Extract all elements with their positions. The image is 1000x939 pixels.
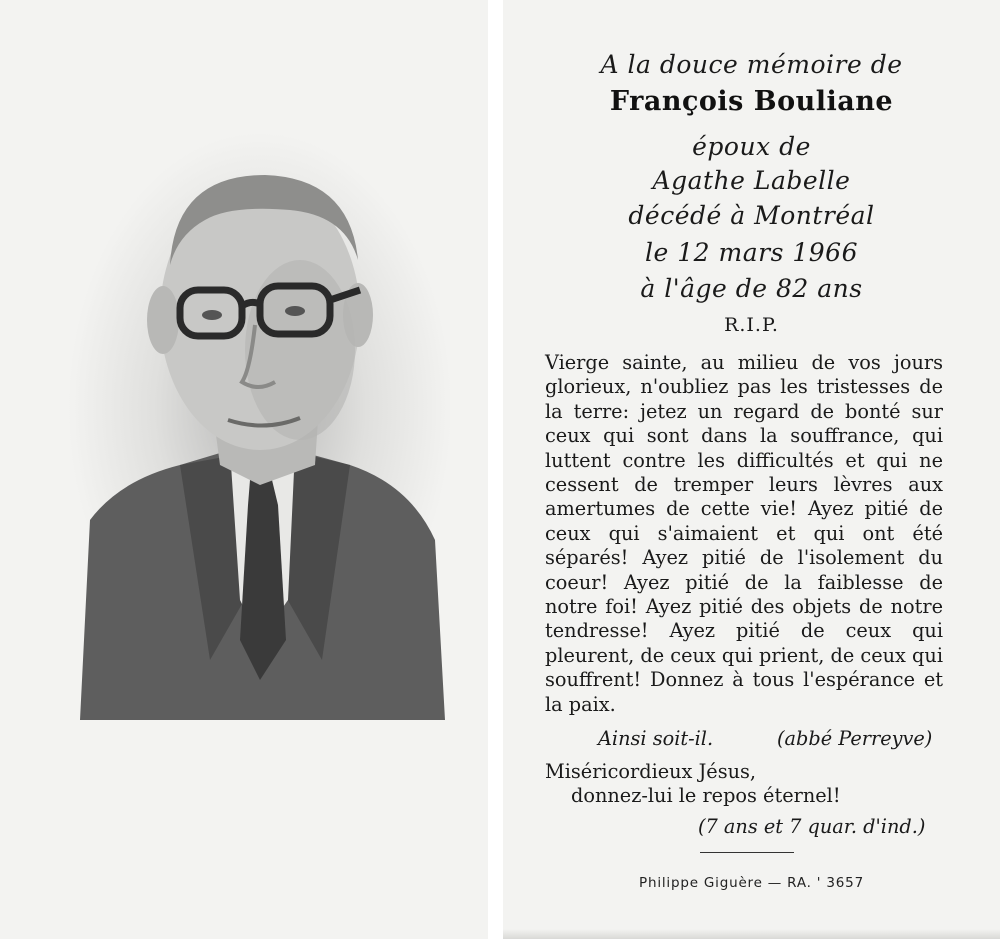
death-place: décédé à Montréal — [628, 201, 875, 230]
death-date: le 12 mars 1966 — [645, 238, 858, 267]
invocation-line-1: Miséricordieux Jésus, — [545, 760, 757, 783]
indulgence-note: (7 ans et 7 quar. d'ind.) — [698, 815, 926, 838]
portrait-card — [0, 0, 488, 939]
amen-line: Ainsi soit-il. — [598, 727, 714, 750]
printer-credit: Philippe Giguère — RA. ' 3657 — [639, 875, 864, 891]
invocation-line-2: donnez-lui le repos éternel! — [571, 784, 841, 807]
memorial-text-card — [503, 0, 1000, 939]
portrait-illustration — [60, 120, 460, 720]
dedication-line: A la douce mémoire de — [600, 50, 903, 79]
rip-text: R.I.P. — [724, 314, 779, 336]
spouse-name: Agathe Labelle — [652, 166, 851, 195]
prayer-author: (abbé Perreyve) — [777, 727, 933, 750]
divider-rule — [700, 852, 794, 853]
prayer-text: Vierge sainte, au milieu de vos jours glorieux, n'oubliez pas les tristesses de la terre: jetez un regard de bonté sur ceux qui sont dans la souffrance, qui luttent contre les difficultés et qui ne cessent de tremper leurs lèvres aux amertumes de cette vie! Ayez pitié de ceux qui s'aimaient et qui ont été séparés! Ayez pitié de l'isolement du coeur! Ayez pitié de la faiblesse de notre foi! Ayez pitié des objets de notre tendresse! Ayez pitié de ceux qui pleurent, de ceux qui prient, de ceux qui souffrent! Donnez à tous l'espérance et la paix. — [545, 351, 943, 716]
deceased-name: François Bouliane — [609, 86, 894, 117]
spouse-prefix: époux de — [692, 132, 811, 161]
age-at-death: à l'âge de 82 ans — [640, 274, 863, 303]
portrait-photo — [60, 120, 460, 720]
